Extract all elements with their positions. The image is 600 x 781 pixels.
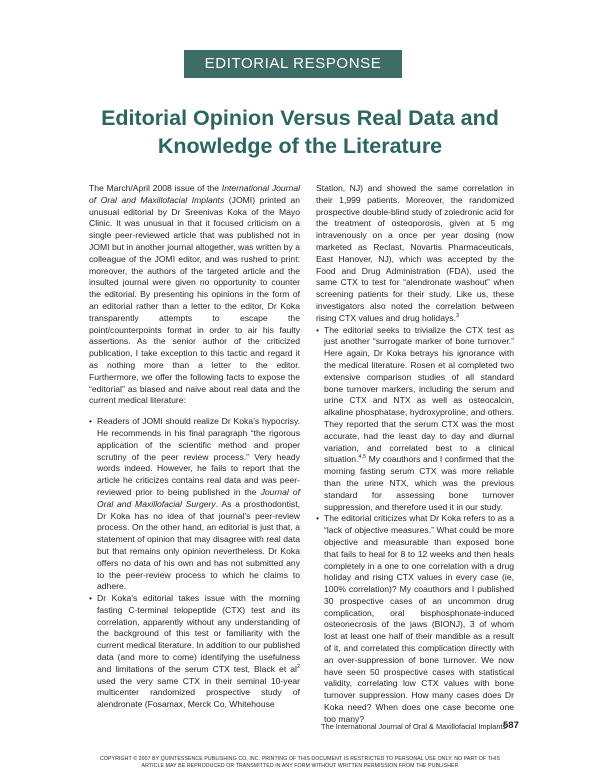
left-column	[89, 183, 300, 711]
title-line-1: Editorial Opinion Versus Real Data and	[101, 106, 499, 130]
section-banner-label: EDITORIAL RESPONSE	[204, 55, 382, 72]
footer-journal-name: The International Journal of Oral & Maxillofacial Implants	[321, 722, 507, 731]
bullet1-text-1: Readers of JOMI should realize Dr Koka’s hypocrisy. He recommends in his final paragraph “the rigorous application of the scientific method and proper scrutiny of the peer review process.” Very heady words indeed. However, he fails to report that the article he criticizes contains real data and was peer-reviewed prior to being published in the	[97, 416, 300, 497]
copyright-notice	[60, 756, 540, 770]
copyright-line-1: COPYRIGHT © 2007 BY QUINTESSENCE PUBLISHING CO, INC. PRINTING OF THIS DOCUMENT IS RESTRICTED TO PERSONAL USE ONLY. NO PART OF THIS	[99, 756, 500, 762]
bullet4-text-1: The editorial criticizes what Dr Koka refers to as a “lack of objective measures.” What could be more objective and measurable than exposed bone that fails to heal for 8 to 12 weeks and then heals completely in a one to one correlation with a drug holiday and rising CTX values in every case (ie, 100% correlation)? My coauthors and I published 30 prospective cases of an uncommon drug complication, oral bisphosphonate-induced osteonecrosis of the jaws (BIONJ), 3 of whom lost at least one half of their mandible as a result of it, and correlated this complication directly with an over-suppression of bone turnover. We now have seen 50 prospective cases with statistical validity, correlating low CTX values with bone turnover suppression. How many cases does Dr Koka need? When does one case become one too many?	[324, 513, 514, 724]
bullet3-citation: 4,5	[358, 454, 367, 461]
bullet2-continuation	[316, 183, 514, 325]
section-banner	[184, 50, 402, 78]
bullet1-text-2: . As a prosthodontist, Dr Koka has no idea of that journal’s peer-review process. On the other hand, an editorial is just that, a statement of opinion that may disagree with real data but that remains only opinion nevertheless. Dr Koka offers no data of his own and has not submitted any to the peer-review process to which he claims to adhere.	[97, 498, 300, 592]
bullet-list-right	[316, 325, 514, 726]
bullet1-journal-name: Journal of Oral and Maxillofacial Surgery	[97, 486, 301, 509]
intro-paragraph	[89, 183, 300, 407]
bullet2-citation-2: 3	[455, 312, 460, 319]
bullet2-text-1: Dr Koka’s editorial takes issue with the morning fasting C-terminal telopeptide (CTX) test and its correlation, apparently without any understanding of the background of this test or familiarity with the current medical literature. In addition to our published data (and more to come) identifying the usefulness and limitations of the serum CTX test, Black et al	[97, 593, 300, 674]
intro-journal-name: International Journal of Oral and Maxillofacial Implants	[89, 183, 301, 205]
bullet-item-hypocrisy	[89, 416, 300, 593]
bullet-item-objective-measures	[316, 513, 514, 725]
bullet3-text-1: The editorial seeks to trivialize the CTX test as just another “surrogate marker of bone turnover.” Here again, Dr Koka betrays his ignorance with the medical literature. Rosen et al completed two extensive comparison studies of all standard bone turnover markers, including the serum and urine CTX and NTX as well as osteocalcin, alkaline phosphatase, hydroxyproline, and others. They reported that the serum CTX was the most accurate, had the least day to day and diurnal variation, and correlated best to a clinical situation.	[324, 324, 514, 465]
bullet2-continuation-text: Station, NJ) and showed the same correlation in their 1,999 patients. Moreover, the randomized prospective double-blind study of zoledronic acid for the treatment of osteoporosis, given at 5 mg intravenously on a once per year dosing (now marketed as Reclast, Novartis Pharmaceuticals, East Hanover, NJ), which was accepted by the Food and Drug Administration (FDA), used the same CTX to test for “alendronate washout” when screening patients for their study. Like us, these investigators also noted the correlation between rising CTX values and drug holidays.	[316, 183, 514, 323]
bullet-item-surrogate-marker	[316, 325, 514, 514]
bullet2-text-2: used the very same CTX in their seminal 10-year multicenter randomized prospective study of alendronate (Fosamax, Merck Co, Whitehouse	[97, 675, 300, 710]
bullet3-text-2: My coauthors and I confirmed that the morning fasting serum CTX was more reliable than the urine NTX, which was the previous standard for assessing bone turnover suppression, and therefore used it in our study.	[324, 454, 514, 512]
bullet2-citation: 2	[296, 664, 300, 671]
bullet-list-left	[89, 416, 300, 711]
bullet-item-ctx-test	[89, 593, 300, 711]
right-column	[316, 183, 514, 726]
title-line-2: Knowledge of the Literature	[157, 134, 443, 158]
page-number: 587	[503, 720, 519, 731]
intro-text-2: (JOMI) printed an unusual editorial by Dr Sreenivas Koka of the Mayo Clinic. It was unusual in that it focused criticism on a single peer-reviewed article that was published not in JOMI but in another journal altogether, was written by a colleague of the JOMI editor, and was rushed to print: moreover, the authors of the targeted article and the insulted journal were given no opportunity to counter the editorial. By presenting his opinions in the form of an editorial rather than a letter to the editor, Dr Koka transparently attempts to escape the point/counterpoints format in order to air his faulty assertions. As the senior author of the criticized publication, I take exception to this tactic and regard it as nothing more than a letter to the editor. Furthermore, we offer the following facts to expose the “editorial” as biased and naive about real data and the current medical literature:	[89, 194, 301, 406]
copyright-line-2: ARTICLE MAY BE REPRODUCED OR TRANSMITTED IN ANY FORM WITHOUT WRITTEN PERMISSION FROM THE PUBLISHER	[141, 763, 459, 769]
intro-text-1: The March/April 2008 issue of the	[89, 183, 222, 193]
article-title	[90, 104, 510, 160]
